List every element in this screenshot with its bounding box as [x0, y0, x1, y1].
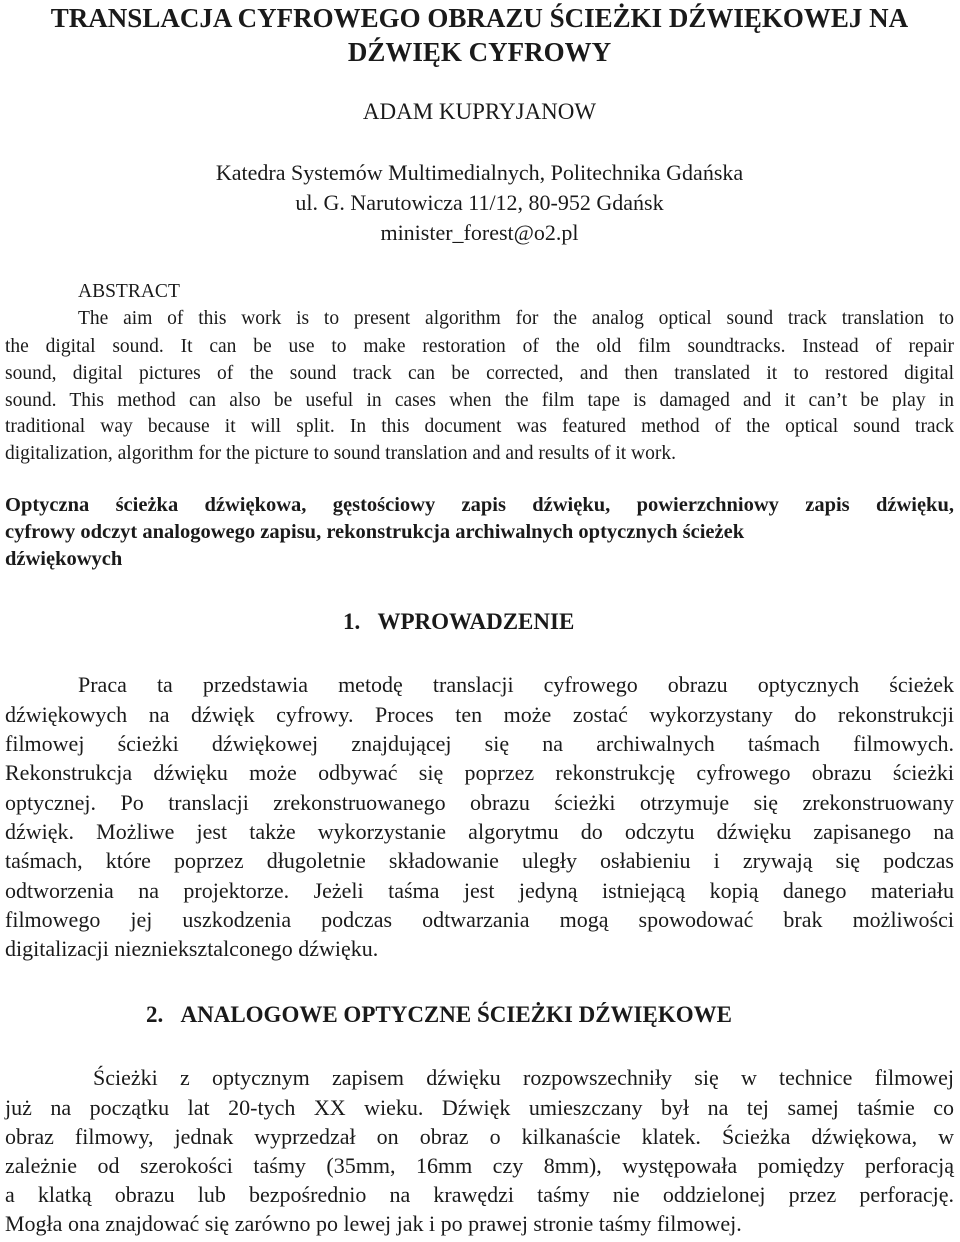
- abstract-line: sound. This method can also be useful in cases when the film tape is damaged and it can’t be play in: [5, 390, 954, 411]
- body-line: dźwiękowych na dźwięk cyfrowy. Proces ten może zostać wykorzystany do rekonstrukcji: [5, 702, 954, 727]
- keywords-line: Optyczna ścieżka dźwiękowa, gęstościowy zapis dźwięku, powierzchniowy zapis dźwięku,: [5, 494, 954, 516]
- paper-title-line-2: DŹWIĘK CYFROWY: [347, 37, 612, 67]
- body-line: taśmach, które poprzez długoletnie składowanie uległy osłabieniu i zrywają się podczas: [5, 848, 954, 873]
- paper-title-line-1: TRANSLACJA CYFROWEGO OBRAZU ŚCIEŻKI DŹWIĘKOWEJ NA: [50, 3, 909, 33]
- body-line: filmowej ścieżki dźwiękowej znajdującej się na archiwalnych taśmach filmowych.: [5, 731, 954, 756]
- body-line: optycznej. Po translacji zrekonstruowanego obrazu ścieżki otrzymuje się zrekonstruowany: [5, 790, 954, 815]
- body-line: Praca ta przedstawia metodę translacji cyfrowego obrazu optycznych ścieżek: [78, 672, 954, 697]
- body-line: obraz filmowy, jednak wyprzedzał on obraz o kilkanaście klatek. Ścieżka dźwiękowa, w: [5, 1124, 954, 1149]
- body-line: Mogła ona znajdować się zarówno po lewej jak i po prawej stronie taśmy filmowej.: [5, 1211, 742, 1236]
- abstract-line: traditional way because it will split. In this document was featured method of the optical sound track: [5, 416, 954, 437]
- section-1-number: 1.: [343, 609, 361, 634]
- keywords-line: cyfrowy odczyt analogowego zapisu, rekonstrukcja archiwalnych optycznych ścieżek: [5, 521, 745, 543]
- author-email: minister_forest@o2.pl: [380, 220, 579, 245]
- abstract-line: digitalization, algorithm for the picture to sound translation and and results of it work.: [5, 443, 676, 464]
- affiliation-line-2: ul. G. Narutowicza 11/12, 80-952 Gdańsk: [295, 190, 664, 215]
- section-1-title: WPROWADZENIE: [377, 609, 575, 634]
- section-1-heading: [343, 607, 954, 637]
- body-line: już na początku lat 20-tych XX wieku. Dźwięk umieszczany był na tej samej taśmie co: [5, 1095, 954, 1120]
- body-line: Ścieżki z optycznym zapisem dźwięku rozpowszechniły się w technice filmowej: [93, 1065, 954, 1090]
- section-2-heading: [146, 1000, 954, 1030]
- body-line: digitalizacji nieznieksztalconego dźwięku.: [5, 936, 379, 961]
- keywords-line: dźwiękowych: [5, 548, 123, 570]
- section-2-title: ANALOGOWE OPTYCZNE ŚCIEŻKI DŹWIĘKOWE: [180, 1002, 732, 1027]
- abstract-line: sound, digital pictures of the sound track can be corrected, and then translated it to restored digital: [5, 363, 954, 384]
- abstract-line: The aim of this work is to present algorithm for the analog optical sound track translation to: [78, 308, 954, 329]
- author-name: ADAM KUPRYJANOW: [362, 99, 597, 124]
- body-line: filmowego jej uszkodzenia podczas odtwarzania mogą spowodować brak możliwości: [5, 907, 954, 932]
- body-line: a klatką obrazu lub bezpośrednio na krawędzi taśmy nie oddzielonej przez perforację.: [5, 1182, 954, 1207]
- body-line: dźwięk. Możliwe jest także wykorzystanie algorytmu do odczytu dźwięku zapisanego na: [5, 819, 954, 844]
- abstract-line: the digital sound. It can be use to make restoration of the old film soundtracks. Instead of repair: [5, 336, 954, 357]
- body-line: zależnie od szerokości taśmy (35mm, 16mm czy 8mm), występowała pomiędzy perforacją: [5, 1153, 954, 1178]
- section-2-number: 2.: [146, 1002, 164, 1027]
- abstract-heading: ABSTRACT: [78, 281, 180, 302]
- affiliation-line-1: Katedra Systemów Multimedialnych, Politechnika Gdańska: [215, 160, 744, 185]
- body-line: Rekonstrukcja dźwięku może odbywać się poprzez rekonstrukcję cyfrowego obrazu ścieżki: [5, 760, 954, 785]
- body-line: odtworzenia na projektorze. Jeżeli taśma jest jedyną istniejącą kopią danego materiału: [5, 878, 954, 903]
